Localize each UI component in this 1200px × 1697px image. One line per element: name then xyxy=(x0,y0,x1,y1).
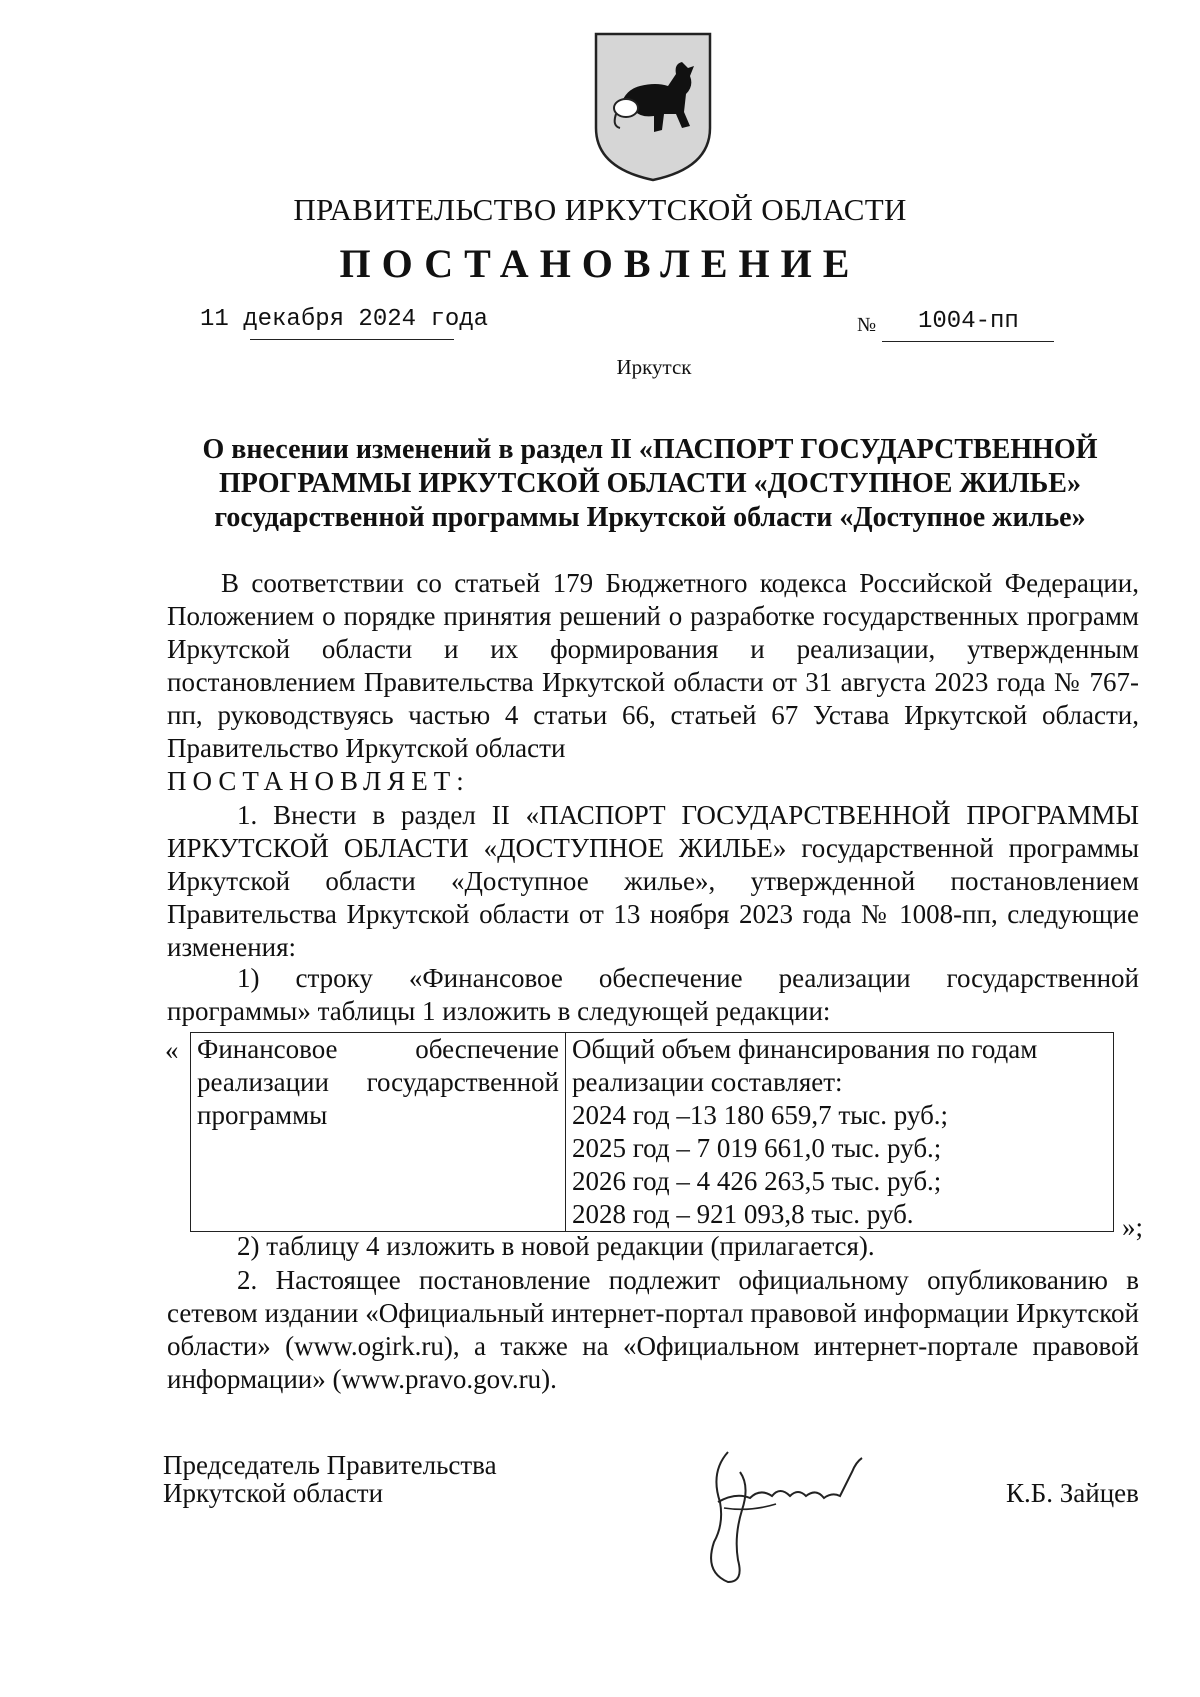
handwritten-signature xyxy=(680,1432,920,1602)
document-date: 11 декабря 2024 года xyxy=(200,306,489,333)
preamble-paragraph: В соответствии со статьей 179 Бюджетного кодекса Российской Федерации, Положением о порядке принятия решений о разработке государственных программ Иркутской области и их формирования и реализации, утвержденным постановлением Правительства Иркутской области от 31 августа 2023 года № 767-пп, руководствуясь частью 4 статьи 66, статьей 67 Устава Иркутской области, Правительство Иркутской области xyxy=(167,568,1139,763)
financing-line: 2025 год – 7 019 661,0 тыс. руб.; xyxy=(572,1133,942,1163)
table-row xyxy=(191,1033,1114,1232)
quote-close: »; xyxy=(1122,1212,1144,1242)
coat-of-arms-icon xyxy=(590,30,716,182)
item-1-paragraph: 1. Внести в раздел II «ПАСПОРТ ГОСУДАРСТВЕННОЙ ПРОГРАММЫ ИРКУТСКОЙ ОБЛАСТИ «ДОСТУПНОЕ ЖИЛЬЕ» государственной программы Иркутской области «Доступное жилье», утвержденной постановлением Правительства Иркутской области от 13 ноября 2023 года № 1008-пп, следующие изменения: xyxy=(167,800,1139,962)
signatory-name: К.Б. Зайцев xyxy=(1006,1478,1139,1508)
quote-open: « xyxy=(165,1035,179,1065)
item-1-2-paragraph: 2) таблицу 4 изложить в новой редакции (прилагается). xyxy=(237,1231,875,1261)
date-underline xyxy=(250,339,454,340)
financing-line: 2024 год –13 180 659,7 тыс. руб.; xyxy=(572,1100,949,1130)
financing-line: 2026 год – 4 426 263,5 тыс. руб.; xyxy=(572,1166,942,1196)
document-city: Иркутск xyxy=(616,355,692,379)
decree-word: ПОСТАНОВЛЯЕТ: xyxy=(167,766,470,796)
title-line: государственной программы Иркутской области «Доступное жилье» xyxy=(214,502,1086,533)
title-line: ПРОГРАММЫ ИРКУТСКОЙ ОБЛАСТИ «ДОСТУПНОЕ ЖИЛЬЕ» xyxy=(219,468,1081,499)
financing-line: Общий объем финансирования по годам реализации составляет: xyxy=(572,1034,1038,1097)
financing-line: 2028 год – 921 093,8 тыс. руб. xyxy=(572,1199,914,1229)
document-type: ПОСТАНОВЛЕНИЕ xyxy=(339,241,861,286)
signatory-position xyxy=(163,1451,497,1507)
number-sign: № xyxy=(857,314,877,336)
title-line: О внесении изменений в раздел II «ПАСПОРТ ГОСУДАРСТВЕННОЙ xyxy=(202,434,1098,465)
number-underline xyxy=(882,341,1054,342)
item-1-1-paragraph: 1) строку «Финансовое обеспечение реализации государственной программы» таблицы 1 изложить в следующей редакции: xyxy=(167,963,1139,1026)
document-title xyxy=(150,433,1150,535)
position-line: Иркутской области xyxy=(163,1478,384,1508)
table-cell-values xyxy=(566,1033,1114,1232)
table-cell-label: Финансовое обеспечение реализации государственной программы xyxy=(191,1033,566,1232)
document-number: 1004-пп xyxy=(918,308,1019,335)
organization-name: ПРАВИТЕЛЬСТВО ИРКУТСКОЙ ОБЛАСТИ xyxy=(293,192,907,227)
position-line: Председатель Правительства xyxy=(163,1450,497,1480)
item-2-paragraph: 2. Настоящее постановление подлежит официальному опубликованию в сетевом издании «Официальный интернет-портал правовой информации Иркутской области» (www.ogirk.ru), а также на «Официальном интернет-портале правовой информации» (www.pravo.gov.ru). xyxy=(167,1265,1139,1394)
financing-table xyxy=(190,1032,1114,1232)
